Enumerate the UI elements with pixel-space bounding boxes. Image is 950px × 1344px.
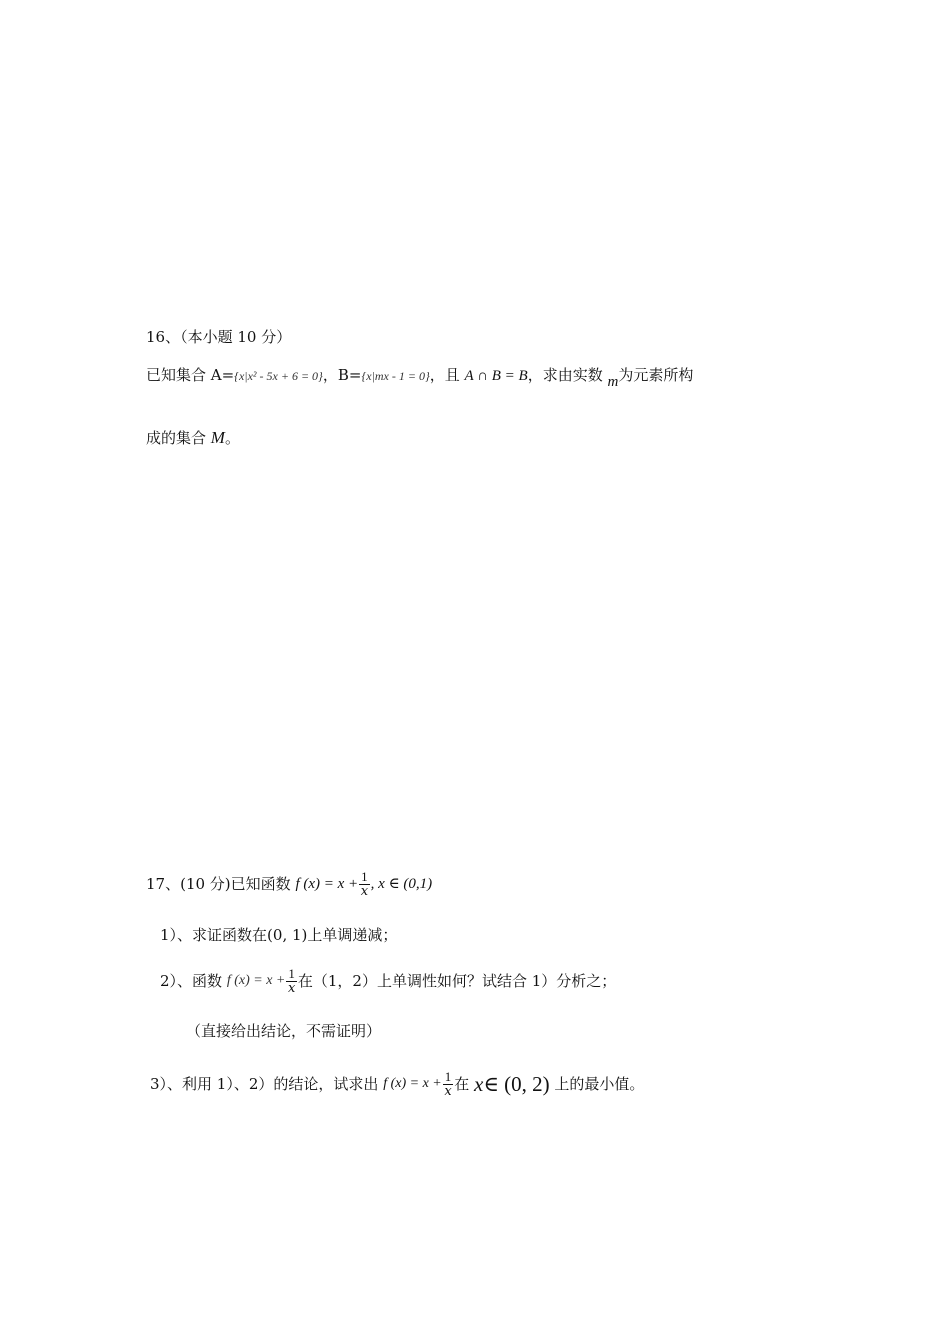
fraction-denominator: x [444,1083,452,1099]
fraction-denominator: x [360,883,369,899]
set-a-expression: {x|x² - 5x + 6 = 0} [234,369,323,383]
q17-part2 [160,963,616,998]
q16-header [146,327,291,347]
q17-part1 [160,925,397,945]
fraction-numerator: 1 [444,1068,452,1084]
q17-part2-note [186,1021,381,1041]
q17-header [146,866,432,901]
q17-part3-text-a: 3）、利用 1）、2）的结论，试求出 [150,1075,379,1093]
q16-line1 [146,365,694,390]
q17-part3 [150,1064,644,1103]
q16-line2 [146,428,240,448]
q17-part3-fraction [443,1070,454,1099]
q17-part3-domain: ∈ (0, 2) [483,1072,550,1096]
q16-text-a: 已知集合 A= [146,366,235,384]
q17-part3-function: f (x) = x + [383,1076,442,1091]
q17-part2-function: f (x) = x + [226,973,286,988]
q17-part3-text-c: 上的最小值。 [554,1075,645,1093]
q16-text-d: ，求由实数 [527,366,603,384]
q17-header-text: 17、(10 分)已知函数 [146,875,291,893]
q17-part1-text: 1）、求证函数在(0, 1)上单调递减； [160,926,398,944]
set-b-expression: {x|mx - 1 = 0} [361,369,430,383]
q17-function-lhs: f (x) = x + [295,876,359,892]
q17-part2-text-b: 在（1，2）上单调性如何？试结合 1）分析之； [297,972,617,990]
intersection-condition: A ∩ B = B [464,368,528,384]
q16-text-e: 为元素所构 [618,366,694,384]
variable-m: m [607,374,619,390]
q16-header-text: 16、（本小题 10 分） [146,328,292,346]
q17-part3-text-b: 在 [454,1075,470,1093]
fraction-numerator: 1 [361,868,368,884]
q17-fraction [359,870,370,899]
fraction-numerator: 1 [288,965,295,981]
q16-text-b: ，B= [322,366,362,384]
q17-part2-note-text: （直接给出结论，不需证明） [186,1022,382,1040]
q16-text-g: 。 [224,429,240,447]
q17-part3-x: x [474,1072,484,1096]
q16-text-f: 成的集合 [146,429,207,447]
variable-M: M [210,428,225,447]
q17-part2-fraction [286,967,297,996]
q17-part2-text-a: 2）、函数 [160,972,223,990]
q16-text-c: ，且 [429,366,460,384]
fraction-denominator: x [287,980,296,996]
q17-domain: , x ∈ (0,1) [370,876,433,892]
